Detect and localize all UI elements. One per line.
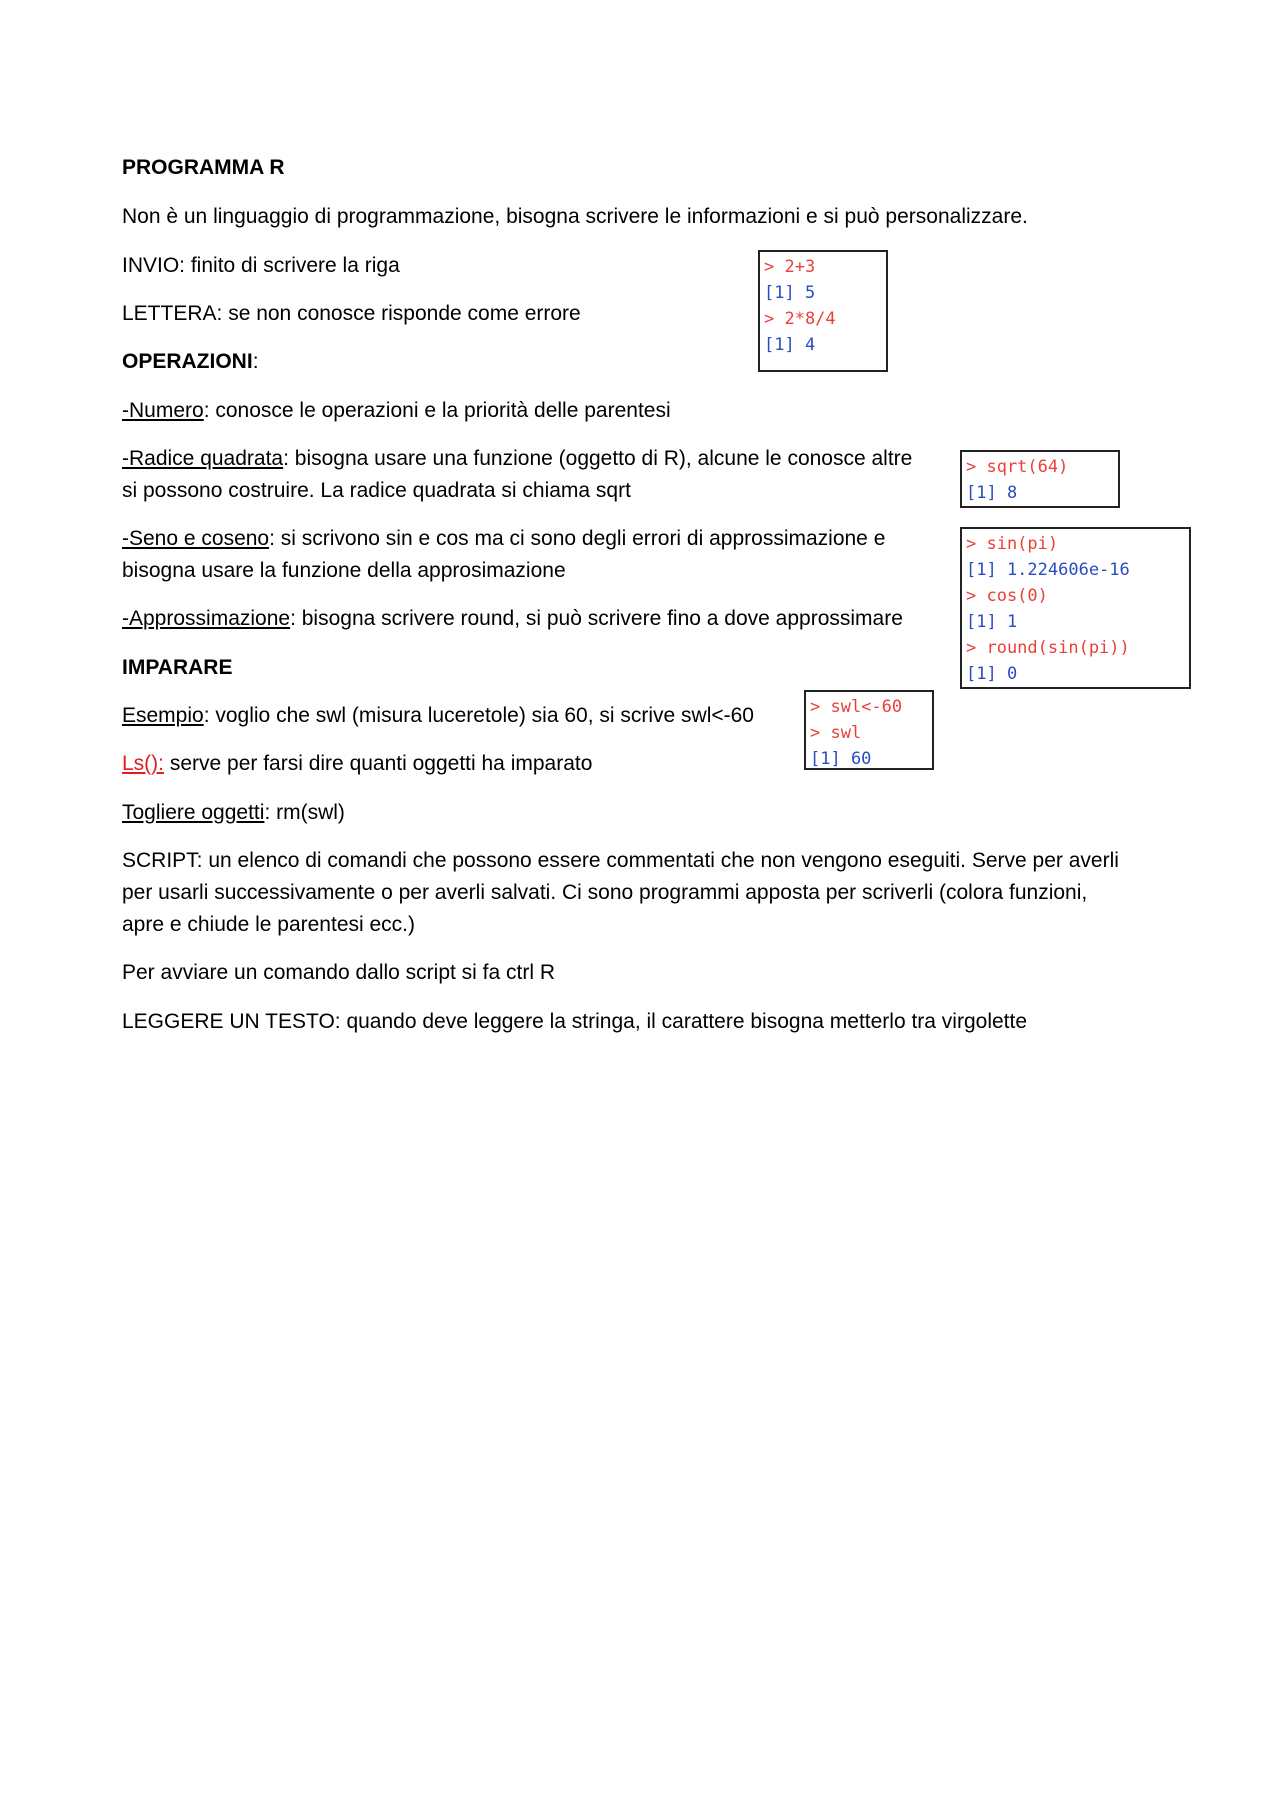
seno-text-2: bisogna usare la funzione della approsimazione [122,559,566,582]
imparare-heading: IMPARARE [122,656,233,679]
intro-text: Non è un linguaggio di programmazione, bisogna scrivere le informazioni e si può personalizzare. [122,205,1028,228]
console-line: > cos(0) [966,586,1048,606]
lettera-text: LETTERA: se non conosce risponde come errore [122,302,581,325]
console-assignment [804,690,934,770]
console-line: [1] 60 [810,749,872,769]
console-sqrt [960,450,1120,508]
operazioni-heading [122,346,259,378]
approssimazione-text: : bisogna scrivere round, si può scrivere fino a dove approssimare [290,607,903,630]
operazioni-colon: : [252,350,259,373]
invio-text: INVIO: finito di scrivere la riga [122,254,400,277]
console-line: [1] 5 [764,283,816,303]
ls-text: serve per farsi dire quanti oggetti ha imparato [164,752,593,775]
console-line: [1] 4 [764,335,816,355]
numero-text: : conosce le operazioni e la priorità delle parentesi [203,399,671,422]
radice-text-2: si possono costruire. La radice quadrata si chiama sqrt [122,479,631,502]
seno-item [122,523,885,555]
script-text-1: SCRIPT: un elenco di comandi che possono essere commentati che non vengono eseguiti. Serve per averli [122,849,1119,872]
page-title: PROGRAMMA R [122,156,285,179]
radice-text-1: : bisogna usare una funzione (oggetto di R), alcune le conosce altre [283,447,913,470]
ls-item [122,748,592,780]
console-line: [1] 8 [966,483,1018,503]
esempio-text: : voglio che swl (misura luceretole) sia 60, si scrive swl<-60 [203,704,754,727]
console-arithmetic [758,250,888,372]
radice-item [122,443,912,475]
numero-term: -Numero [122,399,204,422]
avviare-text: Per avviare un comando dallo script si fa ctrl R [122,961,556,984]
togliere-item [122,797,345,829]
togliere-term: Togliere oggetti [122,801,265,824]
console-line: > swl<-60 [810,697,903,717]
console-line: [1] 0 [966,664,1018,684]
console-line: [1] 1 [966,612,1018,632]
console-line: > round(sin(pi)) [966,638,1130,658]
script-text-3: apre e chiude le parentesi ecc.) [122,913,416,936]
esempio-term: Esempio [122,704,204,727]
console-line: > sin(pi) [966,534,1059,554]
console-line: [1] 1.224606e-16 [966,560,1130,580]
togliere-text: : rm(swl) [264,801,345,824]
seno-term: -Seno e coseno [122,527,270,550]
console-line: > 2*8/4 [764,309,836,329]
leggere-text: LEGGERE UN TESTO: quando deve leggere la stringa, il carattere bisogna metterlo tra virgolette [122,1010,1028,1033]
seno-text-1: : si scrivono sin e cos ma ci sono degli errori di approssimazione e [269,527,886,550]
console-line: > sqrt(64) [966,457,1069,477]
esempio-item [122,700,754,732]
console-line: > swl [810,723,862,743]
console-trig [960,527,1191,689]
numero-item [122,395,671,427]
ls-term: Ls(): [122,752,164,775]
approssimazione-term: -Approssimazione [122,607,291,630]
operazioni-label: OPERAZIONI [122,350,253,373]
radice-term: -Radice quadrata [122,447,284,470]
approssimazione-item [122,603,903,635]
console-line: > 2+3 [764,257,816,277]
script-text-2: per usarli successivamente o per averli salvati. Ci sono programmi apposta per scriverli (colora funzioni, [122,881,1088,904]
